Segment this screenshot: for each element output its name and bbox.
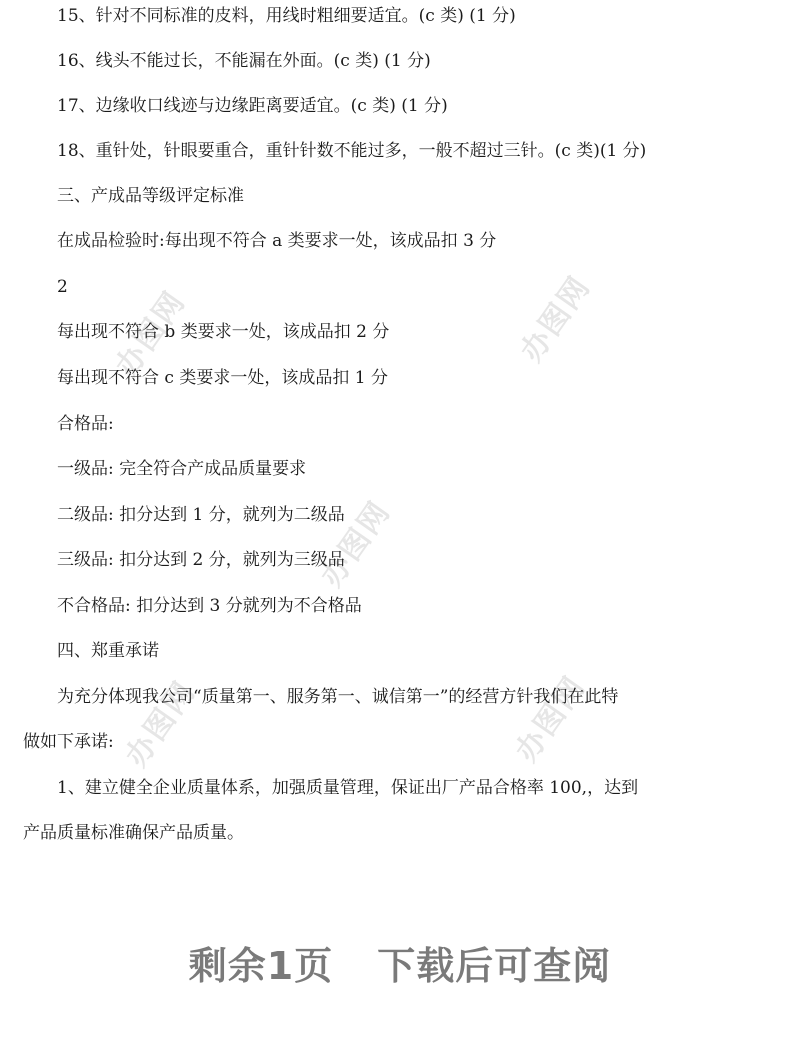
watermark: 办图网 [314,494,398,594]
watermark: 办图网 [109,284,193,384]
text-line: 三级品: 扣分达到 2 分，就列为三级品 [57,550,345,570]
section-heading: 三、产成品等级评定标准 [57,186,244,206]
watermark: 办图网 [514,269,598,369]
text-line: 每出现不符合 c 类要求一处，该成品扣 1 分 [57,368,388,388]
text-line: 产品质量标准确保产品质量。 [23,823,244,843]
section-heading: 四、郑重承诺 [57,641,159,661]
watermark: 办图网 [509,669,593,769]
text-line: 17、边缘收口线迹与边缘距离要适宜。(c 类) (1 分) [57,96,448,116]
text-line: 每出现不符合 b 类要求一处，该成品扣 2 分 [57,322,390,342]
text-line: 一级品: 完全符合产成品质量要求 [57,459,307,479]
text-line: 15、针对不同标准的皮料，用线时粗细要适宜。(c 类) (1 分) [57,6,516,26]
watermark: 办图网 [119,674,203,774]
text-line: 合格品: [57,414,114,434]
text-line: 为充分体现我公司“质量第一、服务第一、诚信第一”的经营方针我们在此特 [57,687,619,707]
text-line: 18、重针处，针眼要重合，重针针数不能过多，一般不超过三针。(c 类)(1 分) [57,141,647,161]
page-number: 2 [57,277,68,297]
text-line: 不合格品: 扣分达到 3 分就列为不合格品 [57,596,362,616]
text-line: 在成品检验时:每出现不符合 a 类要求一处，该成品扣 3 分 [57,231,497,251]
text-line: 二级品: 扣分达到 1 分，就列为二级品 [57,505,345,525]
text-line: 做如下承诺: [23,732,114,752]
text-line: 16、线头不能过长，不能漏在外面。(c 类) (1 分) [57,51,431,71]
download-notice [0,935,800,990]
download-hint-label: 下载后可查阅 [377,944,612,988]
text-line: 1、建立健全企业质量体系，加强质量管理，保证出厂产品合格率 100,，达到 [57,778,639,798]
remaining-pages-label: 剩余1页 [188,944,334,988]
